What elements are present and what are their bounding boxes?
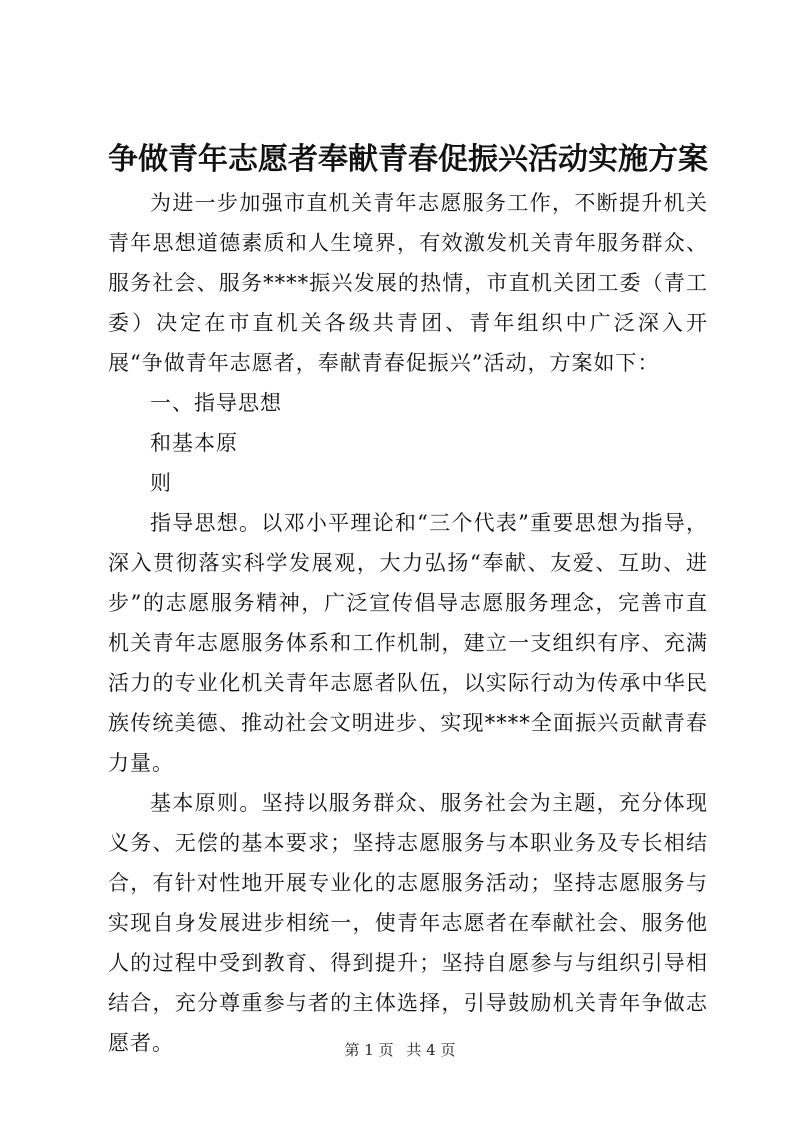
section-heading-line-3: 则 <box>150 471 172 495</box>
page-number: 第 1 页 <box>344 1041 394 1059</box>
total-pages: 共 4 页 <box>406 1041 456 1059</box>
document-title: 争做青年志愿者奉献青春促振兴活动实施方案 <box>108 142 708 177</box>
page-footer <box>0 1040 800 1060</box>
basic-principles-paragraph: 基本原则。坚持以服务群众、服务社会为主题，充分体现义务、无偿的基本要求；坚持志愿服务与本职业务及专长相结合，有针对性地开展专业化的志愿服务活动；坚持志愿服务与实现自身发展进步相统一，使青年志愿者在奉献社会、服务他人的过程中受到教育、得到提升；坚持自愿参与与组织引导相结合，充分尊重参与者的主体选择，引导鼓励机关青年争做志愿者。 <box>108 791 708 1055</box>
section-heading-line-1: 一、指导思想 <box>150 391 282 415</box>
guiding-thought-paragraph: 指导思想。以邓小平理论和“三个代表”重要思想为指导，深入贯彻落实科学发展观，大力弘扬“奉献、友爱、互助、进步”的志愿服务精神，广泛宣传倡导志愿服务理念，完善市直机关青年志愿服务体系和工作机制，建立一支组织有序、充满活力的专业化机关青年志愿者队伍，以实际行动为传承中华民族传统美德、推动社会文明进步、实现****全面振兴贡献青春力量。 <box>108 511 708 775</box>
document-body <box>108 183 708 1063</box>
intro-paragraph: 为进一步加强市直机关青年志愿服务工作，不断提升机关青年思想道德素质和人生境界，有效激发机关青年服务群众、服务社会、服务****振兴发展的热情，市直机关团工委（青工委）决定在市直机关各级共青团、青年组织中广泛深入开展“争做青年志愿者，奉献青春促振兴”活动，方案如下： <box>108 191 708 375</box>
section-heading-line-2: 和基本原 <box>150 431 238 455</box>
